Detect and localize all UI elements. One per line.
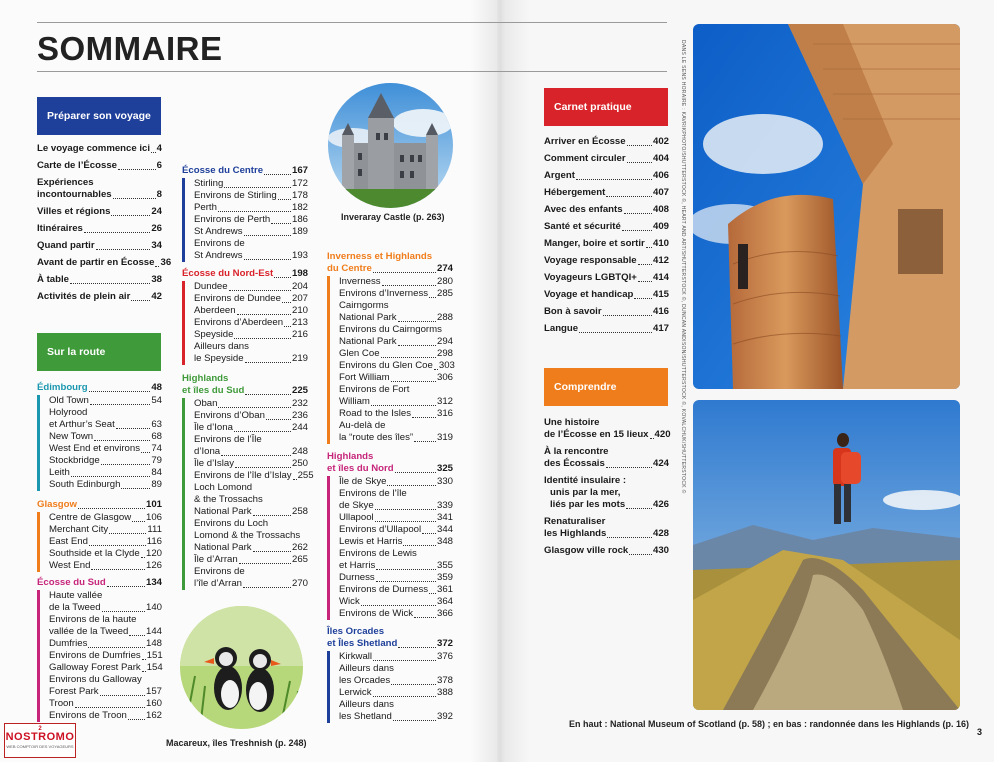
- tag-sur-la-route: [37, 333, 161, 371]
- page-number: 3: [976, 727, 982, 737]
- toc-row[interactable]: National Park 288: [339, 312, 453, 323]
- toc-row[interactable]: Environs de Wick 366: [339, 608, 453, 619]
- caption-castle: Inveraray Castle (p. 263): [341, 212, 445, 222]
- toc-row[interactable]: de l’Écosse en 15 lieux 420: [544, 429, 671, 440]
- toc-row[interactable]: la “route des îles” 319: [339, 432, 453, 443]
- toc-row[interactable]: St Andrews 189: [194, 226, 308, 237]
- section-head[interactable]: Édimbourg 48: [37, 382, 162, 393]
- toc-row[interactable]: New Town 68: [49, 431, 162, 442]
- toc-row[interactable]: les Shetland 392: [339, 711, 453, 722]
- toc-row[interactable]: Voyage et handicap 415: [544, 289, 669, 300]
- toc-row[interactable]: East End 116: [49, 536, 162, 547]
- toc-row[interactable]: l’île d’Arran 270: [194, 578, 308, 589]
- toc-row[interactable]: les Orcades 378: [339, 675, 453, 686]
- photo-credits: DANS LE SENS HORAIRE : KAVRIKPHOTO/SHUTTERSTOCK ©, HEART AND ART/SHUTTERSTOCK ©, DUNCAN ANDISON/SHUTTERSTOCK ©, KOVALCHUK/SHUTTERSTOCK ©: [680, 40, 686, 494]
- toc-row[interactable]: vallée de la Tweed 144: [49, 626, 162, 637]
- toc-row[interactable]: Environs du Glen Coe 303: [339, 360, 455, 371]
- toc-row[interactable]: Environs de Perth 186: [194, 214, 308, 225]
- toc-row[interactable]: Oban 232: [194, 398, 308, 409]
- section-head[interactable]: et îles du Nord 325: [327, 463, 453, 474]
- toc-row[interactable]: de Skye 339: [339, 500, 453, 511]
- toc-row[interactable]: Île de Skye 330: [339, 476, 453, 487]
- toc-row[interactable]: Wick 364: [339, 596, 453, 607]
- toc-row[interactable]: et Arthur’s Seat 63: [49, 419, 162, 430]
- section-ecosse-centre: Écosse du Centre 167 Stirling 172 Environs de Stirling 178 Perth 182 Environs de Perth 186 St Andrews 189 Environs de St Andrews 193: [182, 165, 308, 261]
- puffins-photo: [180, 606, 303, 729]
- toc-row[interactable]: Voyageurs LGBTQI+ 414: [544, 272, 669, 283]
- inveraray-castle-photo: [328, 83, 453, 208]
- nostromo-stamp: 2 NOSTROMO WEB COMPTOIR DES VOYAGEURS: [4, 723, 76, 758]
- section-orcades: Îles Orcades et Îles Shetland 372 Kirkwall 376 Ailleurs dans les Orcades 378 Lerwick 388 Ailleurs dans les Shetland 392: [327, 626, 453, 722]
- toc-row[interactable]: et Harris 355: [339, 560, 453, 571]
- toc-preparer: [37, 143, 172, 303]
- toc-row-label: Expériences: [37, 177, 94, 188]
- toc-row[interactable]: National Park 262: [194, 542, 308, 553]
- toc-row[interactable]: Galloway Forest Park 154: [49, 662, 163, 673]
- tag-carnet-pratique: [544, 88, 668, 126]
- toc-row[interactable]: Quand partir 34: [37, 240, 162, 251]
- caption-puffins: Macareux, îles Treshnish (p. 248): [166, 738, 307, 748]
- caption-right: En haut : National Museum of Scotland (p. 58) ; en bas : randonnée dans les Highlands (p. 16): [569, 719, 970, 729]
- toc-row[interactable]: Bon à savoir 416: [544, 306, 669, 317]
- section-head[interactable]: et Îles Shetland 372: [327, 638, 453, 649]
- museum-photo: [693, 24, 960, 389]
- toc-row[interactable]: le Speyside 219: [194, 353, 308, 364]
- toc-row[interactable]: Forest Park 157: [49, 686, 162, 697]
- toc-carnet: [544, 136, 669, 335]
- toc-row[interactable]: Kirkwall 376: [339, 651, 453, 662]
- tag-route-label: Sur la route: [47, 346, 106, 358]
- toc-row[interactable]: À table 38: [37, 274, 162, 285]
- section-head[interactable]: Écosse du Sud 134: [37, 577, 162, 588]
- toc-row[interactable]: Île d’Islay 250: [194, 458, 308, 469]
- toc-row[interactable]: Comment circuler 404: [544, 153, 669, 164]
- toc-row[interactable]: Environs d’Oban 236: [194, 410, 308, 421]
- toc-row[interactable]: Stirling 172: [194, 178, 308, 189]
- toc-row[interactable]: South Edinburgh 89: [49, 479, 162, 490]
- toc-row[interactable]: Langue 417: [544, 323, 669, 334]
- toc-row[interactable]: Environs de l’île d’Islay 255: [194, 470, 314, 481]
- toc-row[interactable]: Southside et la Clyde 120: [49, 548, 162, 559]
- section-head[interactable]: Écosse du Nord-Est 198: [182, 268, 308, 279]
- toc-comprendre: Une histoire de l’Écosse en 15 lieux 420 À la rencontre des Écossais 424 Identité insulaire : unis par la mer, liés par les mots 426 Renaturaliser les Highlands 428 Glasgow ville rock 430: [544, 417, 671, 556]
- toc-row[interactable]: Troon 160: [49, 698, 162, 709]
- toc-row[interactable]: Argent 406: [544, 170, 669, 181]
- toc-row[interactable]: Île d’Arran 265: [194, 554, 308, 565]
- tag-preparer: [37, 97, 161, 135]
- section-highlands-nord: Highlands et îles du Nord 325 Île de Skye 330 Environs de l’île de Skye 339 Ullapool 341 Environs d’Ullapool 344 Lewis et Harris 348 Environs de Lewis et Harris 355 Durness 359 Environs de Durness 361 Wick 364 Environs de Wick 366: [327, 451, 453, 619]
- toc-row[interactable]: Road to the Isles 316: [339, 408, 453, 419]
- toc-row[interactable]: Environs de Dundee 207: [194, 293, 308, 304]
- tag-comprendre-label: Comprendre: [554, 381, 617, 393]
- toc-row[interactable]: Avant de partir en Écosse 36: [37, 257, 172, 268]
- toc-row[interactable]: Environs de Stirling 178: [194, 190, 308, 201]
- toc-row[interactable]: Aberdeen 210: [194, 305, 308, 316]
- toc-row[interactable]: Centre de Glasgow 106: [49, 512, 162, 523]
- section-edimbourg: [37, 382, 162, 491]
- toc-row[interactable]: Fort William 306: [339, 372, 453, 383]
- toc-row[interactable]: les Highlands 428: [544, 528, 669, 539]
- toc-row[interactable]: Environs de Troon 162: [49, 710, 162, 721]
- toc-row[interactable]: Environs d’Ullapool 344: [339, 524, 453, 535]
- toc-row[interactable]: Old Town 54: [49, 395, 162, 406]
- section-ecosse-nord-est: Écosse du Nord-Est 198 Dundee 204 Environs de Dundee 207 Aberdeen 210 Environs d’Aberdeen 213 Speyside 216 Ailleurs dans le Speyside 219: [182, 268, 308, 364]
- section-highlands-sud: Highlands et îles du Sud 225 Oban 232 Environs d’Oban 236 Île d’Iona 244 Environs de l’Île d’Iona 248 Île d’Islay 250 Environs de l’île d’Islay 255 Loch Lomond & the Trossachs National Park 258 Environs du Loch Lomond & the Trossachs National Park 262 Île d’Arran 265 Environs de l’île d’Arran 270: [182, 373, 314, 589]
- section-inverness: Inverness et Highlands du Centre 274 Inverness 280 Environs d’Inverness 285 Cairngorms National Park 288 Environs du Cairngorms National Park 294 Glen Coe 298 Environs du Glen Coe 303 Fort William 306 Environs de Fort William 312 Road to the Isles 316 Au-delà de la “route des îles” 319: [327, 251, 455, 443]
- toc-row[interactable]: Glen Coe 298: [339, 348, 453, 359]
- toc-row[interactable]: Environs d’Inverness 285: [339, 288, 453, 299]
- toc-row[interactable]: Activités de plein air 42: [37, 291, 162, 302]
- toc-row[interactable]: Voyage responsable 412: [544, 255, 669, 266]
- toc-row[interactable]: Arriver en Écosse 402: [544, 136, 669, 147]
- toc-row[interactable]: Avec des enfants 408: [544, 204, 669, 215]
- toc-row[interactable]: Inverness 280: [339, 276, 453, 287]
- toc-row[interactable]: Perth 182: [194, 202, 308, 213]
- book-gutter: [470, 0, 530, 762]
- toc-row[interactable]: Speyside 216: [194, 329, 308, 340]
- toc-row[interactable]: de la Tweed 140: [49, 602, 162, 613]
- section-ecosse-sud: Écosse du Sud 134 Haute vallée de la Tweed 140 Environs de la haute vallée de la Tweed 144 Dumfries 148 Environs de Dumfries 151 Galloway Forest Park 154 Environs du Galloway Forest Park 157 Troon 160 Environs de Troon 162: [37, 577, 163, 721]
- toc-row[interactable]: Lerwick 388: [339, 687, 453, 698]
- section-head[interactable]: et îles du Sud 225: [182, 385, 308, 396]
- section-head[interactable]: Écosse du Centre 167: [182, 165, 308, 176]
- toc-row[interactable]: incontournables 8: [37, 189, 162, 200]
- toc-row[interactable]: liés par les mots 426: [550, 499, 669, 510]
- toc-row[interactable]: National Park 258: [194, 506, 308, 517]
- section-head[interactable]: du Centre 274: [327, 263, 453, 274]
- toc-row[interactable]: d’Iona 248: [194, 446, 308, 457]
- toc-row[interactable]: Environs de Durness 361: [339, 584, 453, 595]
- toc-row[interactable]: Environs d’Aberdeen 213: [194, 317, 308, 328]
- toc-row[interactable]: des Écossais 424: [544, 458, 669, 469]
- toc-row[interactable]: Stockbridge 79: [49, 455, 162, 466]
- toc-row[interactable]: Merchant City 111: [49, 524, 162, 535]
- toc-row[interactable]: Manger, boire et sortir 410: [544, 238, 669, 249]
- toc-row[interactable]: Environs de Dumfries 151: [49, 650, 163, 661]
- toc-line: Holyrood: [49, 407, 88, 418]
- toc-row[interactable]: Glasgow ville rock 430: [544, 545, 669, 556]
- toc-row[interactable]: Dundee 204: [194, 281, 308, 292]
- section-glasgow: [37, 499, 162, 572]
- toc-row[interactable]: West End 126: [49, 560, 162, 571]
- page-title: SOMMAIRE: [37, 30, 223, 67]
- tag-preparer-label: Préparer son voyage: [47, 110, 151, 122]
- tag-comprendre: [544, 368, 668, 406]
- title-rule: [37, 71, 667, 72]
- toc-row[interactable]: Carte de l’Écosse 6: [37, 160, 162, 171]
- toc-row[interactable]: Lewis et Harris 348: [339, 536, 453, 547]
- toc-row[interactable]: West End et environs 74: [49, 443, 162, 454]
- toc-row[interactable]: Île d’Iona 244: [194, 422, 308, 433]
- toc-row[interactable]: National Park 294: [339, 336, 453, 347]
- toc-row[interactable]: Hébergement 407: [544, 187, 669, 198]
- toc-row[interactable]: William 312: [339, 396, 453, 407]
- toc-row[interactable]: St Andrews 193: [194, 250, 308, 261]
- toc-row[interactable]: Dumfries 148: [49, 638, 162, 649]
- tag-carnet-label: Carnet pratique: [554, 101, 632, 113]
- toc-row[interactable]: Santé et sécurité 409: [544, 221, 669, 232]
- toc-row[interactable]: Le voyage commence ici 4: [37, 143, 162, 154]
- toc-row[interactable]: Durness 359: [339, 572, 453, 583]
- toc-row[interactable]: Itinéraires 26: [37, 223, 162, 234]
- section-head[interactable]: Glasgow 101: [37, 499, 162, 510]
- toc-row[interactable]: Villes et régions 24: [37, 206, 162, 217]
- toc-row[interactable]: Leith 84: [49, 467, 162, 478]
- top-rule: [37, 22, 667, 23]
- toc-row[interactable]: Ullapool 341: [339, 512, 453, 523]
- hiker-photo: [693, 400, 960, 710]
